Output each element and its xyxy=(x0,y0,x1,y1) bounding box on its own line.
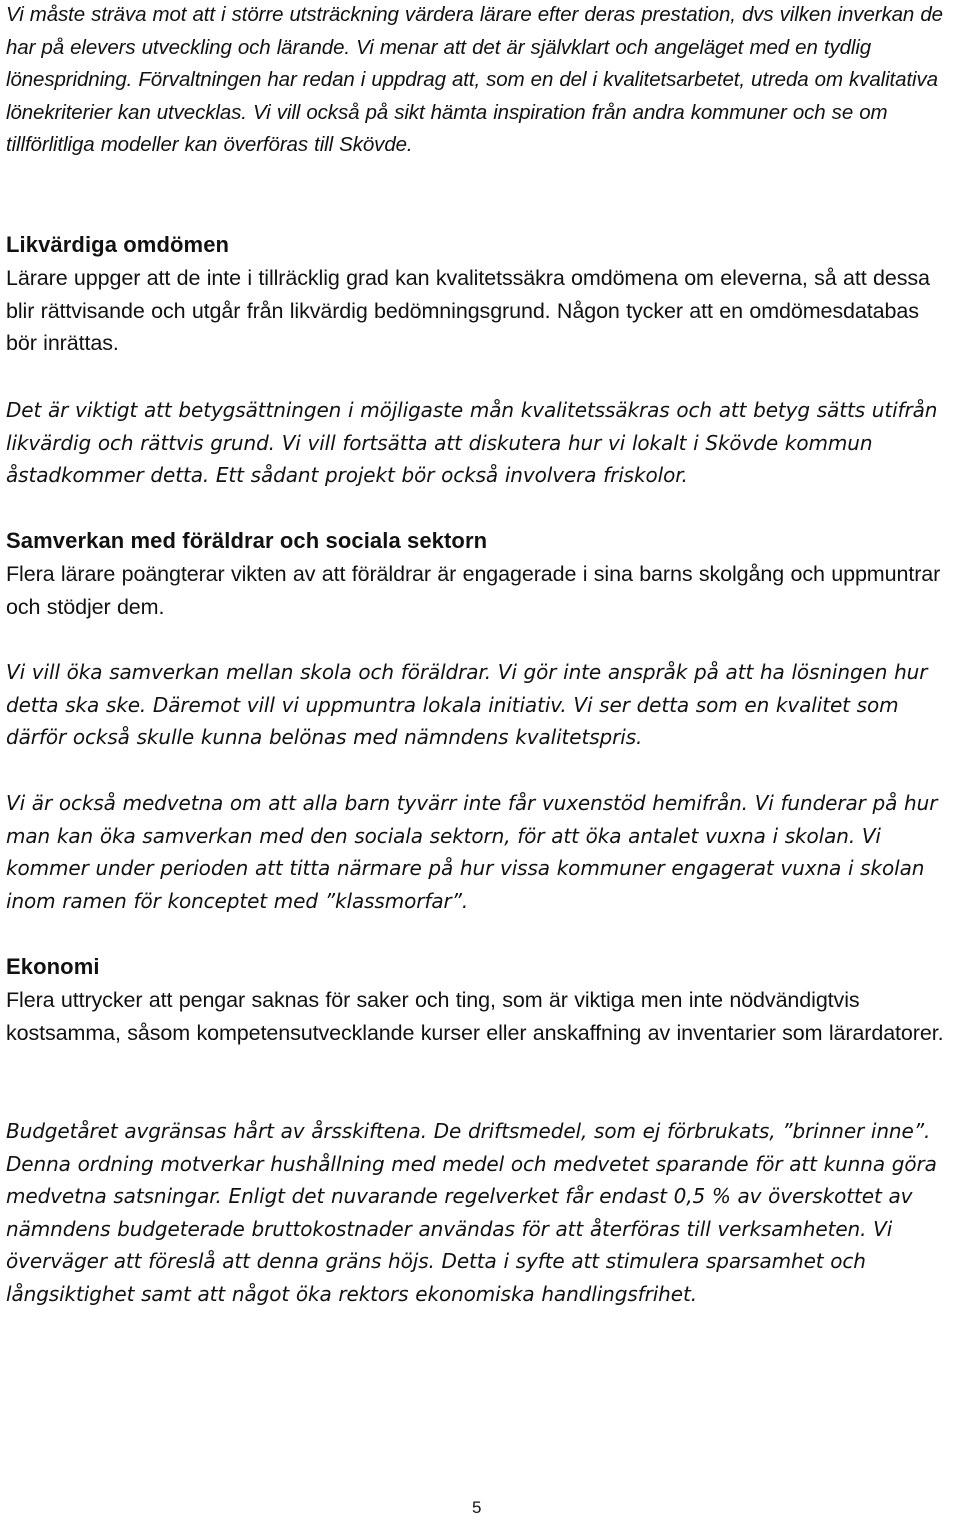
page-number: 5 xyxy=(472,1498,482,1517)
section-response-samverkan-2: Vi är också medvetna om att alla barn tyvärr inte får vuxenstöd hemifrån. Vi funderar på hur man kan öka samverkan med den sociala sektorn, för att öka antalet vuxna i skolan. Vi kommer under perioden att titta närmare på hur vissa kommuner engagerat vuxna i skolan inom ramen för konceptet med ”klassmorfar”. xyxy=(6,791,938,913)
section-response-samverkan: Vi vill öka samverkan mellan skola och föräldrar. Vi gör inte anspråk på att ha lösningen hur detta ska ske. Däremot vill vi uppmuntra lokala initiativ. Vi ser detta som en kvalitet som därför också skulle kunna belönas med nämndens kvalitetspris. xyxy=(6,660,928,749)
section-heading-samverkan: Samverkan med föräldrar och sociala sektorn xyxy=(6,528,488,553)
section-response-ekonomi: Budgetåret avgränsas hårt av årsskiftena. De driftsmedel, som ej förbrukats, ”brinner inne”. Denna ordning motverkar hushållning med medel och medvetet sparande för att kunna göra medvetna satsningar. Enligt det nuvarande regelverket får endast 0,5 % av överskottet av nämndens budgeterade bruttokostnader användas för att återföras till verksamheten. Vi överväger att föreslå att denna gräns höjs. Detta i syfte att stimulera sparsamhet och långsiktighet samt att något öka rektors ekonomiska handlingsfrihet. xyxy=(6,1119,937,1306)
section-heading-likvardiga-omdomen: Likvärdiga omdömen xyxy=(6,232,230,257)
section-body-ekonomi: Flera uttrycker att pengar saknas för saker och ting, som är viktiga men inte nödvändigtvis kostsamma, såsom kompetensutvecklande kurser eller anskaffning av inventarier som lärardatorer. xyxy=(6,988,944,1045)
section-response-likvardiga-omdomen: Det är viktigt att betygsättningen i möjligaste mån kvalitetssäkras och att betyg sätts utifrån likvärdig och rättvis grund. Vi vill fortsätta att diskutera hur vi lokalt i Skövde kommun åstadkommer detta. Ett sådant projekt bör också involvera friskolor. xyxy=(6,398,938,487)
intro-paragraph: Vi måste sträva mot att i större utsträckning värdera lärare efter deras prestation, dvs vilken inverkan de har på elevers utveckling och lärande. Vi menar att det är självklart och angeläget med en tydlig lönespridning. Förvaltningen har redan i uppdrag att, som en del i kvalitetsarbetet, utreda om kvalitativa lönekriterier kan utvecklas. Vi vill också på sikt hämta inspiration från andra kommuner och se om tillförlitliga modeller kan överföras till Skövde. xyxy=(6,3,943,156)
section-body-samverkan: Flera lärare poängterar vikten av att föräldrar är engagerade i sina barns skolgång och uppmuntrar och stödjer dem. xyxy=(6,562,941,619)
section-heading-ekonomi: Ekonomi xyxy=(6,954,100,979)
section-body-likvardiga-omdomen: Lärare uppger att de inte i tillräcklig grad kan kvalitetssäkra omdömena om eleverna, så att dessa blir rättvisande och utgår från likvärdig bedömningsgrund. Någon tycker att en omdömesdatabas bör inrättas. xyxy=(6,266,930,355)
